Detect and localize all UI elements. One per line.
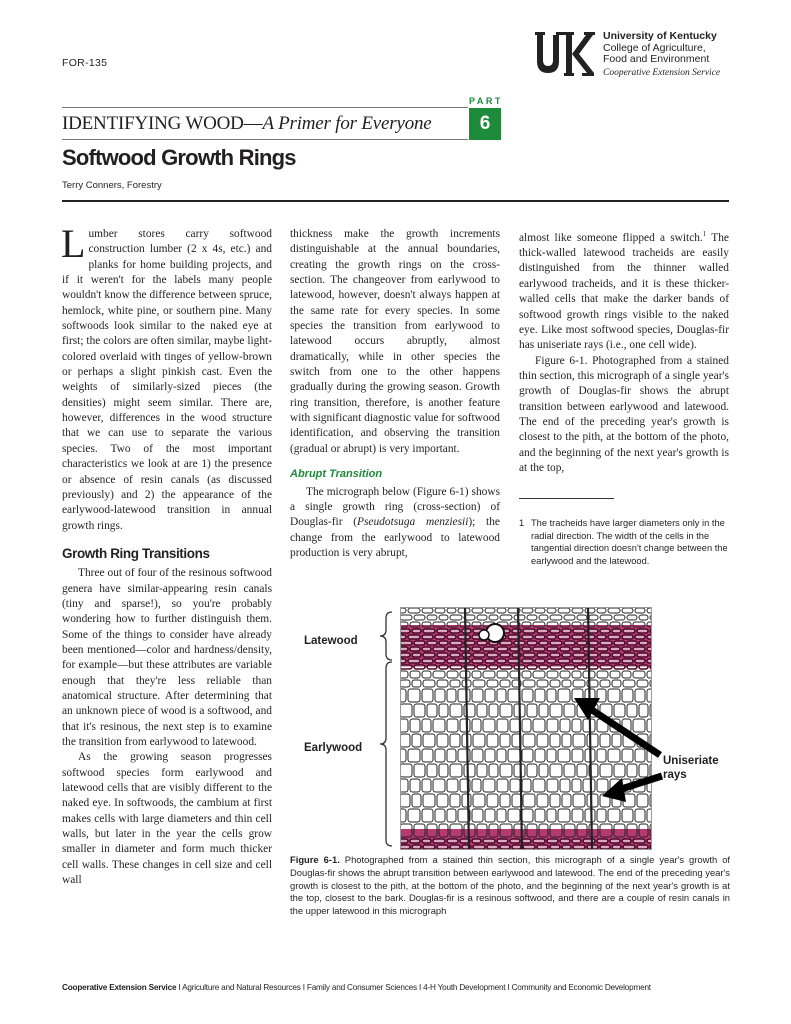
paragraph-micrograph <box>290 485 500 562</box>
footnote-rule <box>519 498 614 499</box>
tracheid-cell <box>627 665 637 669</box>
tracheid-cell <box>614 641 625 645</box>
tracheid-cell <box>414 665 425 669</box>
tracheid-cell <box>597 635 606 639</box>
tracheid-cell <box>497 839 508 843</box>
tracheid-cell <box>572 635 583 639</box>
arrow-2-shaft <box>618 776 662 790</box>
tracheid-cell <box>473 845 485 849</box>
tracheid-cell <box>410 839 420 843</box>
tracheid-cell <box>447 659 456 663</box>
tracheid-cell <box>600 653 610 657</box>
tracheid-cell <box>408 635 420 639</box>
tracheid-cell <box>500 653 510 657</box>
label-earlywood: Earlywood <box>304 742 363 754</box>
tracheid-cell <box>400 845 410 849</box>
footer-programs: I Agriculture and Natural Resources I Family and Consumer Sciences I 4-H Youth Development I Community and Economic Development <box>176 983 651 992</box>
ray-arrows <box>570 690 665 810</box>
tracheid-cell <box>539 665 548 669</box>
tracheid-cell <box>435 659 445 663</box>
tracheid-cell <box>562 629 571 633</box>
tracheid-cell <box>472 839 481 843</box>
header-rule-top <box>62 107 468 108</box>
tracheid-cell <box>558 635 570 639</box>
tracheid-cell <box>573 629 585 633</box>
tracheid-cell <box>458 659 470 663</box>
arrow-2-head <box>602 778 626 802</box>
tracheid-cell <box>400 641 412 645</box>
tracheid-cell <box>489 665 498 669</box>
tracheid-cell <box>612 845 621 849</box>
heading-abrupt-transition: Abrupt Transition <box>290 468 383 481</box>
tracheid-cell <box>433 647 445 651</box>
paragraph-growing-season: As the growing season progresses softwood species form earlywood and latewood cells that are visibly different to the naked eye. In softwoods, the cambium at first makes cells with large diameters and thin cell walls, but later in the year the cells grow smaller in diameter and form much thicker cell walls. These changes in cell size and cell wall <box>62 751 272 887</box>
tracheid-cell <box>572 659 583 663</box>
tracheid-cell <box>573 845 585 849</box>
tracheid-cell <box>550 641 562 645</box>
tracheid-cell <box>537 845 548 849</box>
tracheid-cell <box>522 659 533 663</box>
tracheid-cell <box>614 665 625 669</box>
tracheid-cell <box>523 629 535 633</box>
tracheid-cell <box>487 845 498 849</box>
tracheid-cell <box>522 647 531 651</box>
tracheid-cell <box>400 647 408 651</box>
tracheid-cell <box>485 659 495 663</box>
tracheid-cell <box>550 845 560 849</box>
tracheid-cell <box>550 653 560 657</box>
tracheid-cell <box>483 839 495 843</box>
tracheid-cell <box>560 647 570 651</box>
institution-block <box>603 31 720 79</box>
tracheid-cell <box>547 647 558 651</box>
tracheid-cell <box>535 659 545 663</box>
tracheid-cell <box>527 641 537 645</box>
tracheid-cell <box>437 629 448 633</box>
tracheid-cell <box>539 641 548 645</box>
tracheid-cell <box>527 665 537 669</box>
tracheid-cell <box>472 659 483 663</box>
tracheid-cell <box>612 629 621 633</box>
tracheid-cell <box>412 629 421 633</box>
tracheid-cell <box>435 635 445 639</box>
tracheid-cell <box>635 635 645 639</box>
tracheid-cell <box>423 629 435 633</box>
tracheid-cell <box>637 653 648 657</box>
tracheid-cell <box>458 635 470 639</box>
tracheid-cell <box>423 653 435 657</box>
document-number: FOR-135 <box>62 57 108 69</box>
tracheid-cell <box>450 665 462 669</box>
tracheid-cell <box>547 659 556 663</box>
tracheid-cell <box>497 659 506 663</box>
tracheid-cell <box>477 665 487 669</box>
tracheid-cell <box>622 647 631 651</box>
page-footer <box>62 983 732 992</box>
tracheid-cell <box>447 839 458 843</box>
tracheid-cell <box>510 839 520 843</box>
column-2 <box>290 227 500 561</box>
tracheid-cell <box>533 839 545 843</box>
college-name-line1: College of Agriculture, <box>603 41 706 54</box>
tracheid-cell <box>610 647 620 651</box>
tracheid-cell <box>410 647 420 651</box>
tracheid-cell <box>450 641 462 645</box>
tracheid-cell <box>473 653 485 657</box>
intro-paragraph <box>61 221 272 534</box>
tracheid-cell <box>537 653 548 657</box>
page-title: Softwood Growth Rings <box>62 145 296 170</box>
label-uniseriate-rays <box>663 754 719 782</box>
tracheid-cell <box>562 653 571 657</box>
tracheid-cell <box>547 839 558 843</box>
uk-logo <box>534 30 596 78</box>
label-rays-line1: Uniseriate <box>663 755 719 767</box>
caption-text: Photographed from a stained thin section, this micrograph of a single year's growth of Douglas-fir shows the abrupt transition between earlywood and latewood. The end of the preceding year's growth is closest to the pith, at the bottom of the photo, and the beginning of the next year's growth is at the top, closest to the bark. Douglas-fir is a resinous softwood, and there are a couple of resin canals in the upper latewood in this micrograph <box>290 854 731 917</box>
tracheid-cell <box>523 845 535 849</box>
tracheid-cell <box>497 647 508 651</box>
tracheid-cell <box>447 647 458 651</box>
tracheid-cell <box>500 845 510 849</box>
tracheid-cell <box>572 839 581 843</box>
species-name: Pseudotsuga menziesii <box>357 516 469 529</box>
switch-text-b: The thick-walled latewood tracheids are easily distinguished from the thinner walled earlywood tracheids, and it is these thicker-walled cells that make the darker bands of softwood growth rings visible to the naked eye. Like most softwood species, Douglas-fir has uniseriate rays (i.e., one cell wide). <box>519 231 729 352</box>
tracheid-cell <box>408 659 420 663</box>
tracheid-cell <box>500 665 512 669</box>
arrow-1-shaft <box>592 710 660 755</box>
tracheid-cell <box>433 839 445 843</box>
tracheid-cell <box>550 629 560 633</box>
tracheid-cell <box>533 647 545 651</box>
tracheid-cell <box>423 845 435 849</box>
tracheid-cell <box>597 659 606 663</box>
university-name: University of Kentucky <box>603 30 717 42</box>
tracheid-cell <box>522 839 531 843</box>
tracheid-cell <box>589 641 598 645</box>
tracheid-cell <box>639 665 648 669</box>
column-3 <box>519 227 729 476</box>
tracheid-cell <box>608 659 620 663</box>
tracheid-cell <box>562 845 571 849</box>
tracheid-cell <box>450 653 460 657</box>
tracheid-cell <box>422 659 433 663</box>
author-line: Terry Conners, Forestry <box>62 180 162 191</box>
earlywood-brace <box>380 662 392 846</box>
resin-canal <box>479 630 489 640</box>
tracheid-cell <box>537 629 548 633</box>
tracheid-cell <box>412 653 421 657</box>
tracheid-cell <box>622 659 633 663</box>
tracheid-cell <box>637 845 648 849</box>
tracheid-cell <box>600 629 610 633</box>
heading-growth-ring-transitions: Growth Ring Transitions <box>62 545 210 561</box>
tracheid-cell <box>422 839 431 843</box>
latewood-brace <box>380 612 392 660</box>
tracheid-cell <box>610 839 620 843</box>
tracheid-cell <box>564 641 575 645</box>
tracheid-cell <box>487 653 498 657</box>
tracheid-cell <box>633 647 645 651</box>
tracheid-cell <box>412 845 421 849</box>
footnote <box>519 517 729 568</box>
switch-text: almost like someone flipped a switch. <box>519 231 703 244</box>
tracheid-cell <box>577 641 587 645</box>
footnote-ref[interactable]: 1 <box>702 230 707 238</box>
header-rule-bottom <box>62 139 468 140</box>
tracheid-cell <box>637 629 648 633</box>
extension-service-name: Cooperative Extension Service <box>603 67 721 78</box>
series-title-main: IDENTIFYING WOOD— <box>62 113 263 134</box>
tracheid-cell <box>622 839 631 843</box>
series-title-sub: A Primer for Everyone <box>262 113 432 134</box>
tracheid-cell <box>627 641 637 645</box>
tracheid-cell <box>500 641 512 645</box>
caption-label: Figure 6-1. <box>290 854 340 865</box>
footnote-text: The tracheids have larger diameters only in the radial direction. The width of the cells in the tangential direction doesn't change between the earlywood and the latewood. <box>531 518 728 567</box>
tracheid-cell <box>633 839 645 843</box>
series-title <box>62 113 432 135</box>
tracheid-cell <box>477 641 487 645</box>
tracheid-cell <box>427 641 437 645</box>
tracheid-cell <box>427 665 437 669</box>
figure-caption <box>290 854 730 918</box>
micrograph-text-b: ); the change from the earlywood to latewood production is very abrupt, <box>290 516 500 559</box>
tracheid-cell <box>600 641 612 645</box>
tracheid-cell <box>577 665 587 669</box>
tracheid-cell <box>422 647 431 651</box>
tracheid-cell <box>439 641 448 645</box>
footer-bold: Cooperative Extension Service <box>62 983 177 992</box>
tracheid-cell <box>450 629 460 633</box>
tracheid-cell <box>560 839 570 843</box>
tracheid-cell <box>414 641 425 645</box>
tracheid-cell <box>600 665 612 669</box>
tracheid-cell <box>622 635 633 639</box>
tracheid-cell <box>583 839 595 843</box>
column-1 <box>61 221 272 888</box>
figure-braces <box>370 610 400 850</box>
tracheid-cell <box>623 653 635 657</box>
tracheid-cell <box>600 845 610 849</box>
tracheid-cell <box>585 635 595 639</box>
tracheid-cell <box>523 653 535 657</box>
tracheid-cell <box>572 647 581 651</box>
footnote-number: 1 <box>519 518 525 528</box>
tracheid-cell <box>564 665 575 669</box>
tracheid-cell <box>400 629 410 633</box>
tracheid-cell <box>589 665 598 669</box>
tracheid-cell <box>447 635 456 639</box>
tracheid-cell <box>400 653 410 657</box>
tracheid-cell <box>635 659 645 663</box>
tracheid-cell <box>623 629 635 633</box>
tracheid-cell <box>597 647 608 651</box>
title-rule <box>62 200 729 202</box>
micrograph-text-a: The micrograph below (Figure 6-1) shows a single growth ring (cross-section) of Douglas-fir ( <box>290 485 500 529</box>
tracheid-cell <box>550 665 562 669</box>
part-number-badge: 6 <box>469 108 501 140</box>
intro-text: umber stores carry softwood construction lumber (2 x 4s, etc.) and planks for home building projects, and if it weren't for the labels many people wouldn't know the difference between spruce, hemlock, white pine, or southern pine. Many softwoods look similar to the naked eye at first; the colors are often similar, maybe light-colored overlaid with tinges of yellow-brown or perhaps a slight pinkish cast. Even the weights of similarly-sized pieces (the densities) might seem similar. There are, however, differences in the wood structure that we can use to separate the various species. Two of the most important characteristics we look at are 1) the presence or absence of resin canals (as discussed previously) and 2) the appearance of the earlywood-latewood transition in annual growth rings. <box>62 228 272 532</box>
tracheid-cell <box>483 647 495 651</box>
paragraph-thickness: thickness make the growth increments distinguishable at the annual boundaries, creating the growth rings on the cross-section. The changeover from earlywood to latewood, however, doesn't always happen at the same rate for every species. In some species the transition from earlywood to latewood occurs abruptly, almost dramatically, while in other species the switch from one to the other happens gradually during the growing season. Growth ring transition, therefore, is another feature with significant diagnostic value for softwood identification, and observing the transition (gradual or abrupt) is very important. <box>290 228 500 455</box>
tracheid-cell <box>547 635 556 639</box>
label-latewood: Latewood <box>304 635 358 647</box>
tracheid-cell <box>439 665 448 669</box>
tracheid-cell <box>400 665 412 669</box>
tracheid-cell <box>608 635 620 639</box>
part-label: PART <box>469 96 503 106</box>
tracheid-cell <box>573 653 585 657</box>
tracheid-cell <box>422 635 433 639</box>
tracheid-cell <box>450 845 460 849</box>
tracheid-cell <box>512 629 521 633</box>
tracheid-cell <box>597 839 608 843</box>
tracheid-cell <box>522 635 533 639</box>
paragraph-switch <box>519 227 729 354</box>
tracheid-cell <box>535 635 545 639</box>
paragraph-figure-ref: Figure 6-1. Photographed from a stained thin section, this micrograph of a single year's growth of Douglas-fir shows the abrupt transition between earlywood and latewood. The end of the preceding year's growth is closest to the pith, at the bottom of the photo, and the beginning of the next year's growth is at the top, <box>519 354 729 474</box>
tracheid-cell <box>437 845 448 849</box>
tracheid-cell <box>558 659 570 663</box>
drop-cap: L <box>61 221 86 266</box>
paragraph-transitions: Three out of four of the resinous softwood genera have similar-appearing resin canals (tiny and sparse!), so you're probably wondering how to further distinguish them. Some of the things to consider have already been mentioned—color and hardness/density, for example—but these attributes are variable enough that they're less reliable than anatomical structure. After determining that an unknown piece of wood is a softwood, and that it's resinous, the next step is to examine the transition from earlywood to latewood. <box>62 567 272 748</box>
tracheid-cell <box>612 653 621 657</box>
tracheid-cell <box>400 839 408 843</box>
college-name-line2: Food and Environment <box>603 53 710 65</box>
tracheid-cell <box>512 845 521 849</box>
label-rays-line2: rays <box>663 769 687 781</box>
tracheid-cell <box>639 641 648 645</box>
tracheid-cell <box>623 845 635 849</box>
tracheid-cell <box>472 647 481 651</box>
tracheid-cell <box>437 653 448 657</box>
